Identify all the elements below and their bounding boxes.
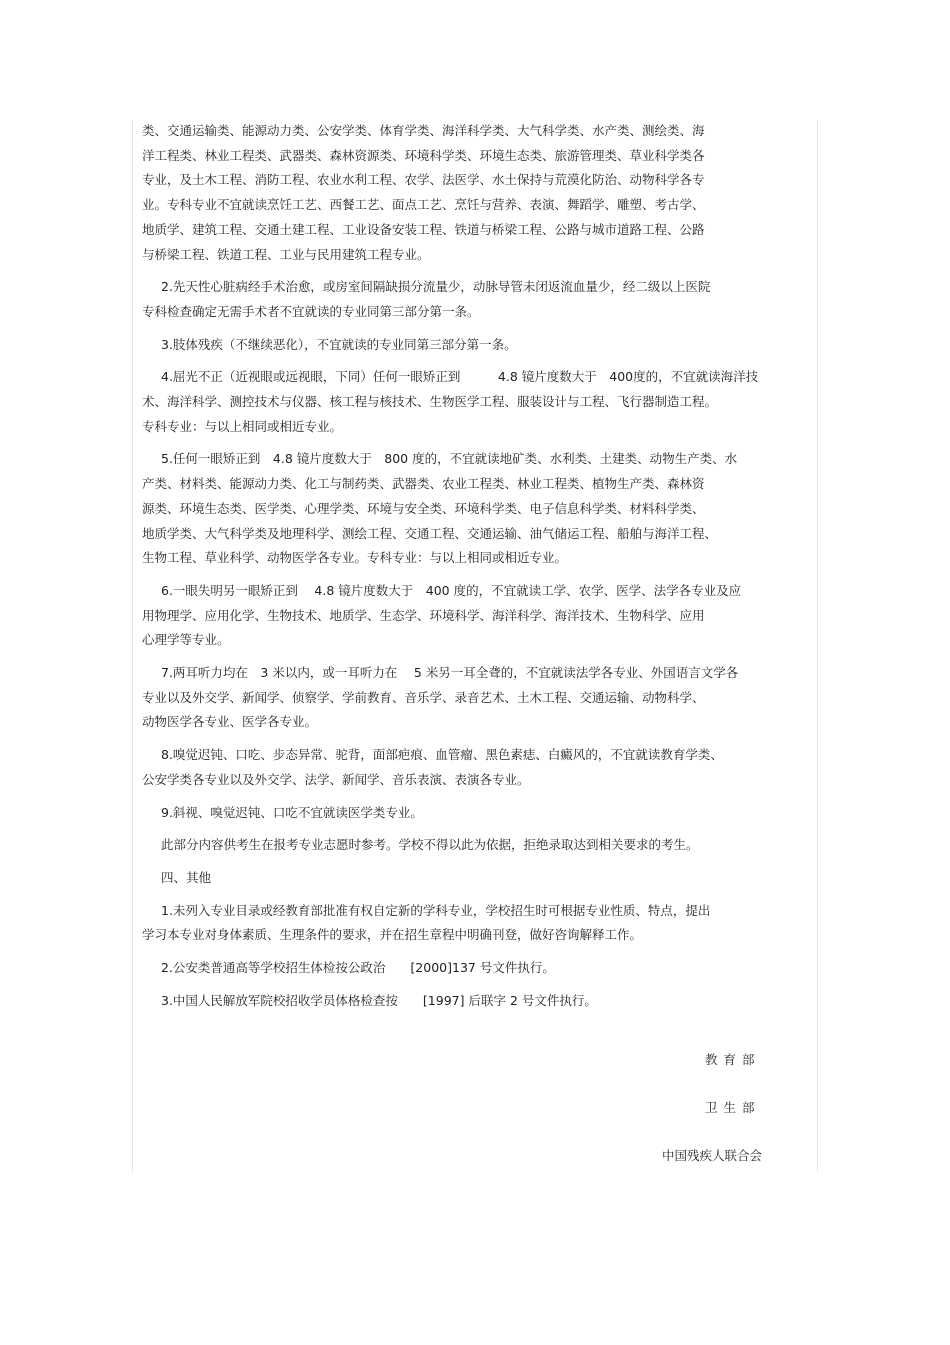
signature-ministry-of-health: 卫生部 <box>705 1100 761 1115</box>
text-line: 术、海洋科学、测控技术与仪器、核工程与核技术、生物医学工程、服装设计与工程、飞行器制造工程。 <box>142 394 718 410</box>
paragraph-item-5-vision-800 <box>142 447 782 571</box>
paragraph-item-9-strabismus <box>142 801 782 826</box>
text-line: 洋工程类、林业工程类、武器类、森林资源类、环境科学类、环境生态类、旅游管理类、草业科学类各 <box>142 147 705 163</box>
text-line: 4.屈光不正（近视眼或远视眼，下同）任何一眼矫正到 4.8 镜片度数大于 400度的，不宜就读海洋技 <box>161 369 759 385</box>
text-line: 1.未列入专业目录或经教育部批准有权自定新的学科专业，学校招生时可根据专业性质、特点，提出 <box>161 902 711 918</box>
text-line: 6.一眼失明另一眼矫正到 4.8 镜片度数大于 400 度的，不宜就读工学、农学、医学、法学各专业及应 <box>161 582 742 598</box>
text-line: 用物理学、应用化学、生物技术、地质学、生态学、环境科学、海洋科学、海洋技术、生物科学、应用 <box>142 607 705 623</box>
section-heading: 四、其他 <box>161 869 212 885</box>
document-body <box>142 119 782 1022</box>
text-line: 生物工程、草业科学、动物医学各专业。专科专业：与以上相同或相近专业。 <box>142 550 568 566</box>
text-line: 3.肢体残疾（不继续恶化），不宜就读的专业同第三部分第一条。 <box>161 336 517 352</box>
text-line: 源类、环境生态类、医学类、心理学类、环境与安全类、环境科学类、电子信息科学类、材料科学类、 <box>142 500 705 516</box>
paragraph-other-item-1 <box>142 899 782 948</box>
text-line: 地质学、建筑工程、交通土建工程、工业设备安装工程、铁道与桥梁工程、公路与城市道路工程、公路 <box>142 221 705 237</box>
text-line: 公安学类各专业以及外交学、法学、新闻学、音乐表演、表演各专业。 <box>142 771 530 787</box>
paragraph-continued-list <box>142 119 782 267</box>
paragraph-other-item-2 <box>142 956 782 981</box>
paragraph-other-item-3 <box>142 989 782 1014</box>
text-line: 产类、材料类、能源动力类、化工与制药类、武器类、农业工程类、林业工程类、植物生产类、森林资 <box>142 476 705 492</box>
text-line: 地质学类、大气科学类及地理科学、测绘工程、交通工程、交通运输、油气储运工程、船舶与海洋工程、 <box>142 525 718 541</box>
paragraph-item-6-one-eye <box>142 579 782 653</box>
text-line: 5.任何一眼矫正到 4.8 镜片度数大于 800 度的，不宜就读地矿类、水利类、土建类、动物生产类、水 <box>161 451 738 467</box>
paragraph-item-7-hearing <box>142 661 782 735</box>
text-line: 2.公安类普通高等学校招生体检按公政治 [2000]137 号文件执行。 <box>161 960 555 976</box>
page-left-border <box>132 120 133 1172</box>
signature-ministry-of-education: 教育部 <box>705 1052 761 1067</box>
text-line: 9.斜视、嗅觉迟钝、口吃不宜就读医学类专业。 <box>161 804 423 820</box>
text-line: 此部分内容供考生在报考专业志愿时参考。学校不得以此为依据，拒绝录取达到相关要求的考生。 <box>161 837 699 853</box>
text-line: 心理学等专业。 <box>142 632 230 648</box>
text-line: 8.嗅觉迟钝、口吃、步态异常、驼背，面部疤痕、血管瘤、黑色素痣、白癜风的，不宜就读教育学类、 <box>161 747 723 763</box>
text-line: 专科检查确定无需手术者不宜就读的专业同第三部分第一条。 <box>142 303 480 319</box>
page-right-border <box>817 120 818 1172</box>
paragraph-item-2-heart <box>142 275 782 324</box>
text-line: 7.两耳听力均在 3 米以内，或一耳听力在 5 米另一耳全聋的，不宜就读法学各专业、外国语言文学各 <box>161 665 739 681</box>
text-line: 与桥梁工程、铁道工程、工业与民用建筑工程专业。 <box>142 246 430 262</box>
text-line: 类、交通运输类、能源动力类、公安学类、体育学类、海洋科学类、大气科学类、水产类、测绘类、海 <box>142 123 705 138</box>
text-line: 学习本专业对身体素质、生理条件的要求，并在招生章程中明确刊登，做好咨询解释工作。 <box>142 927 643 943</box>
text-line: 专科专业：与以上相同或相近专业。 <box>142 418 343 434</box>
paragraph-item-3-limb <box>142 333 782 358</box>
text-line: 专业以及外交学、新闻学、侦察学、学前教育、音乐学、录音艺术、土木工程、交通运输、动物科学、 <box>142 689 705 705</box>
signature-disabled-persons-federation: 中国残疾人联合会 <box>662 1148 763 1163</box>
text-line: 2.先天性心脏病经手术治愈，或房室间隔缺损分流量少，动脉导管未闭返流血量少，经二级以上医院 <box>161 279 711 295</box>
paragraph-reference-note <box>142 833 782 858</box>
text-line: 3.中国人民解放军院校招收学员体格检查按 [1997] 后联字 2 号文件执行。 <box>161 992 597 1008</box>
paragraph-item-4-refraction <box>142 365 782 439</box>
section-heading-other <box>142 866 782 891</box>
text-line: 动物医学各专业、医学各专业。 <box>142 714 318 730</box>
paragraph-item-8-smell <box>142 743 782 792</box>
text-line: 专业，及土木工程、消防工程、农业水利工程、农学、法医学、水土保持与荒漠化防治、动物科学各专 <box>142 172 705 188</box>
text-line: 业。专科专业不宜就读烹饪工艺、西餐工艺、面点工艺、烹饪与营养、表演、舞蹈学、雕塑、考古学、 <box>142 197 705 213</box>
